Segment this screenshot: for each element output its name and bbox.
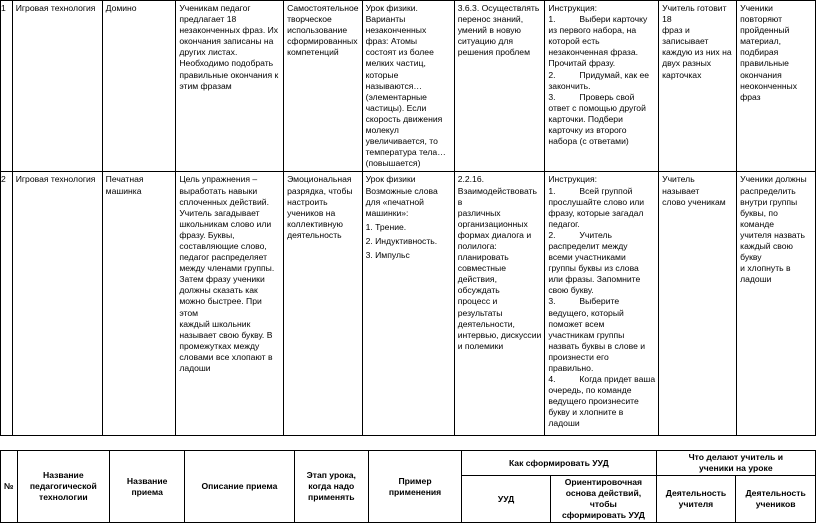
text-line: педагог. (548, 218, 580, 229)
action-basis-cell (545, 1, 659, 172)
text-line: называет свою букву. В (179, 329, 273, 340)
text-line: Инструкция: (548, 3, 598, 13)
text-line: школьникам слово или (179, 218, 272, 229)
text-line: машинки»: (365, 207, 409, 218)
text-line: Эмоциональная (287, 174, 352, 185)
text-line: частицы). Если (365, 102, 427, 113)
text-line: 2.2.16. (457, 174, 484, 185)
text-line: которые (365, 69, 399, 80)
text-line: подбирая (740, 47, 779, 58)
text-line: фразу, которые загадал (548, 207, 644, 218)
header-technology (17, 451, 109, 523)
description-cell (176, 172, 284, 436)
text-line: можно быстрее. При этом (179, 296, 262, 318)
text-line: Взаимодействовать в (457, 185, 538, 207)
text-line: основа действий, чтобы (565, 488, 642, 509)
text-line: буквы, по команде (740, 207, 778, 229)
uud-cell (454, 172, 545, 436)
text-line: Необходимо подобрать (179, 58, 274, 69)
text-line: разрядка, чтобы (287, 185, 353, 196)
text-line: Цель упражнения – (179, 174, 258, 185)
text-line: слово ученикам (662, 196, 726, 207)
text-line: действия, обсуждать (457, 274, 500, 296)
text-line: свою букву. (548, 285, 594, 296)
text-line: 2. Учитель (548, 229, 612, 240)
text-line: (элементарные (365, 91, 427, 102)
text-line: настроить (287, 196, 328, 207)
text-line: внутри группы (740, 196, 798, 207)
text-line: Ученики повторяют (740, 3, 783, 25)
text-line: планировать (457, 252, 509, 263)
text-line: ведущего, который (548, 307, 624, 318)
text-line: учеников (755, 499, 796, 509)
text-line: и хлопнуть в (740, 263, 791, 274)
teacher-activity-cell (659, 1, 737, 172)
action-basis-cell (545, 172, 659, 436)
text-line: Деятельность (665, 488, 727, 498)
text-line: состоят из более (365, 47, 434, 58)
text-line: 3.6.3. Осуществлять (457, 3, 540, 13)
text-line: Этап урока, (306, 470, 356, 480)
lesson-stage-cell (284, 172, 362, 436)
text-line: для «печатной (365, 196, 424, 207)
text-line: ладоши (548, 418, 580, 429)
text-line: деятельность (287, 229, 342, 240)
text-line: (повышается) (365, 158, 421, 169)
header-description: Описание приема (185, 451, 294, 523)
text-line: температура тела… (365, 147, 446, 158)
text-line: интервью, дискуссии (457, 329, 542, 340)
text-line: распределит между (548, 240, 628, 251)
text-line: полилога: (457, 240, 497, 251)
text-line: и полемики (457, 340, 504, 351)
text-line: материал, (740, 36, 782, 47)
text-line: назвать буквы в слове и (548, 340, 646, 351)
text-line: Название (43, 470, 84, 480)
row-number: 2 (1, 172, 13, 436)
text-line: составляющие слово, (179, 240, 267, 251)
technology-cell: Игровая технология (12, 172, 102, 436)
header-table (0, 450, 816, 523)
text-line: Ориентировочная (564, 477, 643, 487)
text-line: ладоши (179, 363, 211, 373)
header-lesson-stage (294, 451, 368, 523)
text-line: Учитель называет (662, 174, 700, 196)
text-line: из первого набора, на (548, 25, 637, 36)
teacher-activity-cell (659, 172, 737, 436)
text-line: Затем фразу ученики (179, 274, 265, 285)
lesson-stage-cell (284, 1, 362, 172)
text-line: 2. Индуктивность. (365, 235, 438, 246)
text-line: ладоши (740, 274, 772, 285)
text-line: формах диалога и (457, 229, 532, 240)
text-line: 3. Проверь свой (548, 91, 635, 102)
text-line: Урок физики (365, 174, 416, 185)
text-line: сплоченных действий. (179, 196, 269, 207)
text-line: 3. Импульс (365, 249, 410, 260)
text-line: 3. Выберите (548, 296, 620, 307)
text-line: когда надо (308, 481, 355, 491)
text-line: промежутках между (179, 340, 260, 351)
text-line: организационных (457, 218, 528, 229)
text-line: 2. Придумай, как ее (548, 69, 650, 80)
text-line: карточках (662, 69, 702, 80)
text-line: применять (308, 492, 355, 502)
text-line: других листах. (179, 47, 238, 58)
text-line: Учитель загадывает (179, 207, 260, 218)
header-number: № (1, 451, 18, 523)
text-line: Что делают учитель и (688, 452, 784, 462)
technology-cell: Игровая технология (12, 1, 102, 172)
text-line: Прочитай фразу. (548, 58, 616, 69)
text-line: закончить. (548, 80, 591, 91)
text-line: учеников на (287, 207, 336, 218)
text-line: совместные (457, 263, 506, 274)
text-line: каждый свою букву (740, 240, 793, 263)
text-line: Учитель готовит 18 (662, 3, 727, 25)
text-line: результаты (457, 307, 503, 318)
description-cell (176, 1, 284, 172)
text-line: называются… (365, 80, 423, 91)
text-line: между членами группы. (179, 263, 275, 274)
text-line: Варианты (365, 14, 406, 25)
text-line: ситуацию для (457, 36, 514, 47)
text-line: педагог распределяет (179, 252, 268, 263)
text-line: Деятельность (745, 488, 806, 498)
text-line: 1. Выбери карточку (548, 14, 648, 25)
text-line: использование (287, 25, 348, 36)
header-teacher-activity (656, 476, 736, 523)
text-line: участникам группы (548, 329, 625, 340)
text-line: или фразы. Запомните (548, 274, 641, 285)
text-line: 1. Трение. (365, 221, 407, 232)
text-line: Урок физики. (365, 3, 418, 13)
text-line: должны сказать как (179, 285, 258, 296)
text-line: мелких частиц, (365, 58, 426, 69)
text-line: набора (с ответами) (548, 136, 629, 147)
text-line: неоконченных (740, 80, 798, 91)
text-line: букву и хлопните в (548, 407, 624, 418)
text-line: Самостоятельное (287, 3, 359, 13)
text-line: пройденный (740, 25, 790, 36)
header-students-activity (736, 476, 816, 523)
text-line: прослушайте слово или (548, 196, 645, 207)
header-uud: УУД (462, 476, 551, 523)
header-action-basis (551, 476, 656, 523)
method-name-cell: Домино (102, 1, 176, 172)
text-line: словами все хлопают в (179, 351, 273, 362)
uud-cell (454, 1, 545, 172)
text-line: незаконченная фраза. (548, 47, 639, 58)
text-line: произнести его (548, 351, 609, 362)
text-line: предлагает 18 (179, 14, 237, 25)
text-line: педагогической (29, 481, 97, 491)
text-line: ученики на уроке (699, 463, 773, 473)
students-activity-cell (737, 1, 816, 172)
text-line: правильно. (548, 363, 594, 373)
text-line: каждую из них на (662, 47, 732, 58)
text-line: карточку из второго (548, 125, 627, 136)
text-line: машинка (105, 185, 142, 196)
text-line: очередь, по команде (548, 385, 632, 396)
example-cell (362, 172, 454, 436)
text-line: группы буквы из слова (548, 263, 639, 274)
text-line: окончания (740, 69, 782, 80)
text-line: технологии (39, 492, 88, 502)
table-row (1, 172, 816, 436)
text-line: всеми участниками (548, 252, 626, 263)
text-line: ответ с помощью другой (548, 102, 646, 113)
text-line: сформированных (287, 36, 358, 47)
text-line: выработать навыки (179, 185, 258, 196)
text-line: каждый школьник (179, 318, 251, 329)
example-cell (362, 1, 454, 172)
text-line: Печатная (105, 174, 144, 185)
text-line: фразу. Буквы, (179, 229, 235, 240)
header-method-name: Название приема (110, 451, 185, 523)
text-line: умений в новую (457, 25, 521, 36)
text-line: карточки. Подбери (548, 113, 623, 124)
text-line: увеличивается, то (365, 136, 438, 147)
text-line: Возможные слова (365, 185, 438, 196)
text-line: учителя назвать (740, 229, 805, 240)
text-line: правильные (740, 58, 789, 69)
row-number: 1 (1, 1, 13, 172)
text-line: фраз: Атомы (365, 36, 418, 47)
text-line: двух разных (662, 58, 712, 69)
header-how-form-uud: Как сформировать УУД (462, 451, 657, 476)
text-line: молекул (365, 125, 399, 136)
header-example: Пример применения (369, 451, 462, 523)
text-line: Инструкция: (548, 174, 598, 185)
text-line: скорость движения (365, 113, 443, 124)
text-line: распределить (740, 185, 796, 196)
text-line: окончания записаны на (179, 36, 274, 47)
text-line: которой есть (548, 36, 600, 47)
text-line: решения проблем (457, 47, 530, 58)
text-line: процесс и (457, 296, 498, 307)
students-activity-cell (737, 172, 816, 436)
text-line: сформировать УУД (561, 510, 645, 520)
method-name-cell (102, 172, 176, 436)
text-line: Ученики должны (740, 174, 807, 185)
text-line: ведущего произнесите (548, 396, 639, 407)
text-line: деятельности, (457, 318, 515, 329)
text-line: творческое (287, 14, 332, 25)
text-line: учителя (678, 499, 714, 509)
text-line: компетенций (287, 47, 339, 58)
text-line: Ученикам педагог (179, 3, 251, 13)
text-line: этим фразам (179, 80, 232, 91)
text-line: правильные окончания к (179, 69, 279, 80)
text-line: 1. Всей группой (548, 185, 633, 196)
header-what-do (656, 451, 815, 476)
text-line: фраз и записывает (662, 25, 709, 47)
text-line: коллективную (287, 218, 343, 229)
text-line: перенос знаний, (457, 14, 524, 25)
table-row (1, 1, 816, 172)
text-line: 4. Когда придет ваша (548, 374, 656, 385)
text-line: поможет всем (548, 318, 605, 329)
text-line: незаконченных (365, 25, 427, 36)
text-line: незаконченных фраз. Их (179, 25, 279, 36)
text-line: фраз (740, 91, 761, 102)
text-line: различных (457, 207, 501, 218)
